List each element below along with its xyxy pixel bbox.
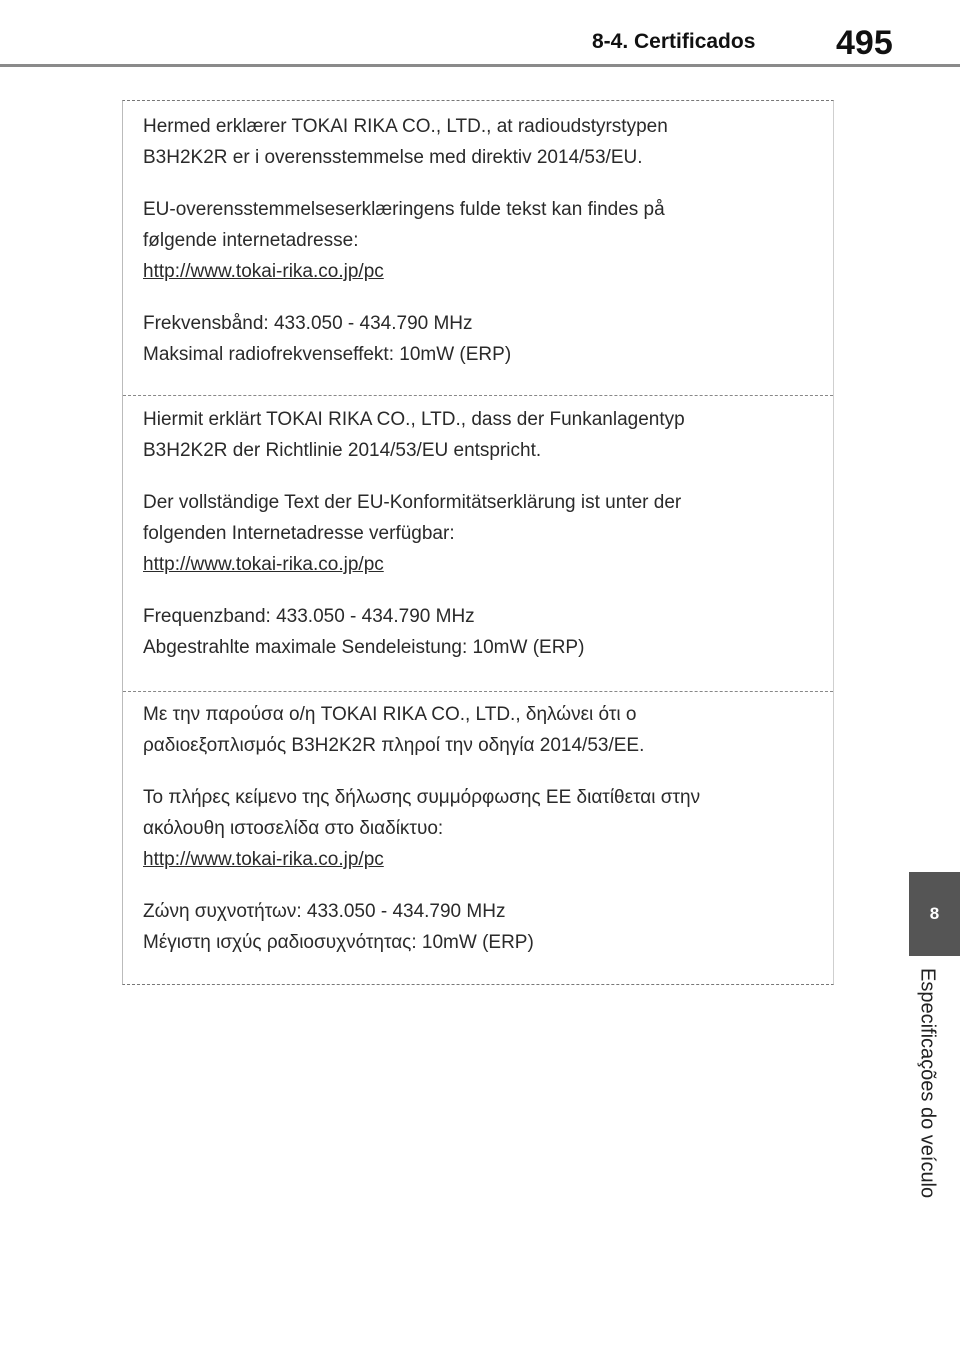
declaration-greek <box>123 699 833 958</box>
declaration-line: Μέγιστη ισχύς ραδιοσυχνότητας: 10mW (ERP) <box>143 932 534 953</box>
declaration-url[interactable]: http://www.tokai-rika.co.jp/pc <box>143 261 384 282</box>
declaration-line: Ζώνη συχνοτήτων: 433.050 - 434.790 MHz <box>143 901 506 922</box>
declaration-danish <box>123 111 833 370</box>
declaration-line: B3H2K2R der Richtlinie 2014/53/EU entspricht. <box>143 440 542 461</box>
declaration-line: ακόλουθη ιστοσελίδα στο διαδίκτυο: <box>143 818 444 839</box>
declaration-url[interactable]: http://www.tokai-rika.co.jp/pc <box>143 554 384 575</box>
declaration-url[interactable]: http://www.tokai-rika.co.jp/pc <box>143 849 384 870</box>
declaration-box <box>122 100 834 985</box>
chapter-tab[interactable] <box>909 872 960 956</box>
declaration-line: EU-overensstemmelseserklæringens fulde tekst kan findes på <box>143 199 665 220</box>
declaration-line: Maksimal radiofrekvenseffekt: 10mW (ERP) <box>143 344 512 365</box>
header-divider <box>0 64 960 67</box>
page-number: 495 <box>836 24 893 62</box>
declaration-line: folgenden Internetadresse verfügbar: <box>143 523 455 544</box>
declaration-line: Frequenzband: 433.050 - 434.790 MHz <box>143 606 475 627</box>
declaration-line: Frekvensbånd: 433.050 - 434.790 MHz <box>143 313 473 334</box>
declaration-line: Με την παρούσα ο/η TOKAI RIKA CO., LTD., δηλώνει ότι ο <box>143 704 637 725</box>
declaration-line: Der vollständige Text der EU-Konformitätserklärung ist unter der <box>143 492 682 513</box>
chapter-number: 8 <box>929 904 940 923</box>
declaration-line: ραδιοεξοπλισμός B3H2K2R πληροί την οδηγία 2014/53/ΕΕ. <box>143 735 645 756</box>
declaration-german <box>123 404 833 663</box>
declaration-line: Abgestrahlte maximale Sendeleistung: 10mW (ERP) <box>143 637 585 658</box>
declaration-line: følgende internetadresse: <box>143 230 359 251</box>
section-divider <box>123 691 833 692</box>
section-divider <box>123 395 833 396</box>
chapter-label: Especificações do veículo <box>916 968 939 1199</box>
declaration-line: Το πλήρες κείμενο της δήλωσης συμμόρφωσης ΕΕ διατίθεται στην <box>143 787 701 808</box>
declaration-line: Hiermit erklärt TOKAI RIKA CO., LTD., dass der Funkanlagentyp <box>143 409 685 430</box>
declaration-line: B3H2K2R er i overensstemmelse med direktiv 2014/53/EU. <box>143 147 643 168</box>
declaration-line: Hermed erklærer TOKAI RIKA CO., LTD., at radioudstyrstypen <box>143 116 668 137</box>
section-title: 8-4. Certificados <box>592 30 756 53</box>
